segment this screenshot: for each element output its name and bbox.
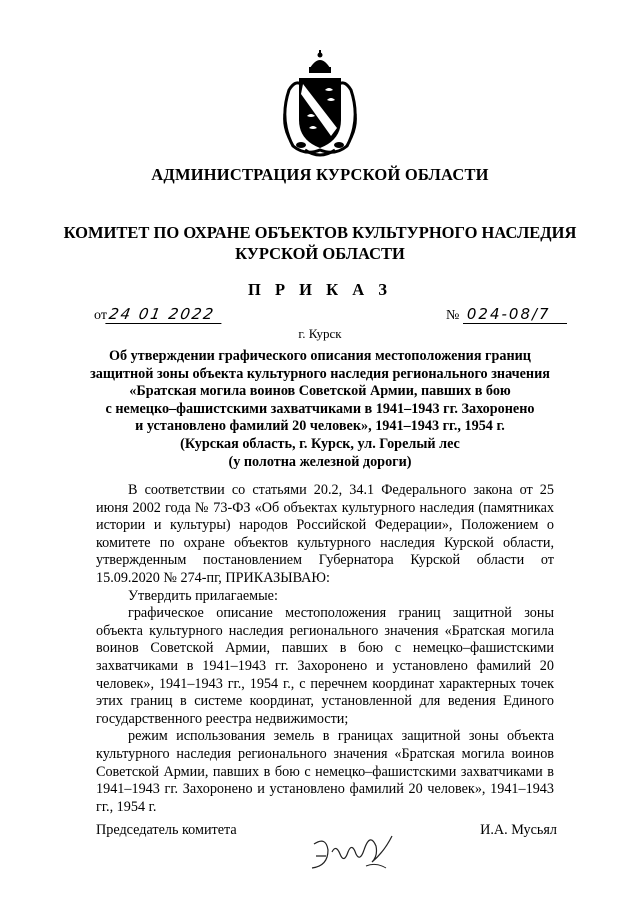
coat-of-arms-icon bbox=[279, 50, 361, 160]
subject-line: и установлено фамилий 20 человек», 1941–1943 гг., 1954 г. bbox=[135, 418, 505, 435]
date-prefix: от bbox=[94, 308, 107, 323]
document-date bbox=[94, 305, 223, 324]
date-value: 24 01 2022 bbox=[105, 305, 224, 324]
body-paragraph-land-use-regime: режим использования земель в границах защитной зоны объекта культурного наследия регионального значения «Братская могила воинов Советской Армии, павших в бою с немецко–фашистскими захватчиками в 1941–1943 гг. Захоронено и установлено фамилий 20 человек», 1941–1943 гг., 1954 г. bbox=[96, 728, 554, 815]
committee-line-2: КУРСКОЙ ОБЛАСТИ bbox=[235, 244, 405, 263]
body-paragraph-graphic-description: графическое описание местоположения границ защитной зоны объекта культурного наследия регионального значения «Братская могила воинов Советской Армии, павших в бою с немецко–фашистскими захватчиками в 1941–1943 гг. Захоронено и установлено фамилий 20 человек», 1941–1943 гг., 1954 г., с перечнем координат характерных точек этих границ в системе координат, установленной для ведения Единого государственного реестра недвижимости; bbox=[96, 605, 554, 727]
subject-line: (у полотна железной дороги) bbox=[228, 453, 412, 470]
signatory-title: Председатель комитета bbox=[96, 822, 237, 838]
document-type: П Р И К А З bbox=[248, 280, 392, 299]
document-number bbox=[446, 305, 567, 324]
subject-line: защитной зоны объекта культурного наследия регионального значения bbox=[90, 365, 550, 382]
committee-title bbox=[0, 222, 640, 264]
handwritten-signature-icon bbox=[306, 822, 406, 882]
document-subject bbox=[0, 348, 640, 471]
committee-line-1: КОМИТЕТ ПО ОХРАНЕ ОБЪЕКТОВ КУЛЬТУРНОГО НАСЛЕДИЯ bbox=[63, 223, 577, 242]
number-value: 024-08/7 bbox=[463, 305, 567, 324]
subject-line: «Братская могила воинов Советской Армии, павших в бою bbox=[129, 383, 511, 400]
body-paragraph-legal-basis: В соответствии со статьями 20.2, 34.1 Федерального закона от 25 июня 2002 года № 73-ФЗ «Об объектах культурного наследия (памятниках истории и культуры) народов Российской Федерации», Положением о комитете по охране объектов культурного наследия Курской области, утвержденным постановлением Губернатора Курской области от 15.09.2020 № 274-пг, ПРИКАЗЫВАЮ: bbox=[96, 482, 554, 586]
city: г. Курск bbox=[298, 326, 342, 341]
body-paragraph-approve: Утвердить прилагаемые: bbox=[128, 587, 278, 604]
signatory-name: И.А. Мусьял bbox=[480, 822, 557, 838]
subject-line: (Курская область, г. Курск, ул. Горелый лес bbox=[180, 435, 460, 452]
number-prefix: № bbox=[446, 308, 460, 323]
subject-line: Об утверждении графического описания местоположения границ bbox=[108, 348, 531, 364]
document-body bbox=[96, 482, 554, 816]
subject-line: с немецко–фашистскими захватчиками в 1941–1943 гг. Захоронено bbox=[105, 400, 535, 417]
organization-title: АДМИНИСТРАЦИЯ КУРСКОЙ ОБЛАСТИ bbox=[151, 165, 489, 184]
